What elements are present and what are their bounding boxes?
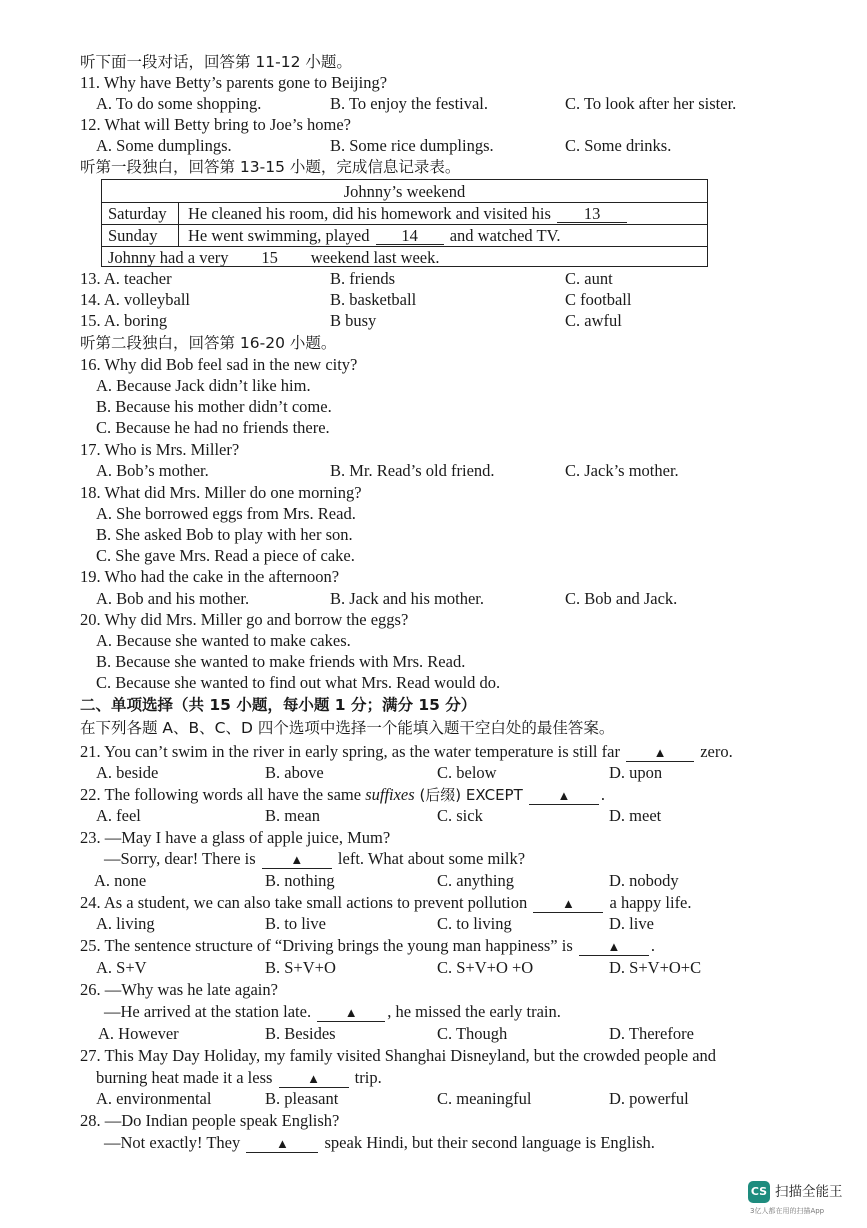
q27-option-c: C. meaningful — [437, 1089, 532, 1108]
q25-option-b: B. S+V+O — [265, 958, 336, 977]
question-18-stem: 18. What did Mrs. Miller do one morning? — [80, 483, 362, 502]
summary-text-end: weekend last week. — [310, 248, 440, 267]
q14-option-b: B. basketball — [330, 290, 417, 309]
q24-option-c: C. to living — [437, 914, 512, 933]
table-text-sunday — [188, 225, 560, 246]
q22-option-b: B. mean — [265, 806, 320, 825]
question-17-stem: 17. Who is Mrs. Miller? — [80, 440, 240, 459]
q25-option-c: C. S+V+O +O — [437, 958, 534, 977]
q24-text: 24. As a student, we can also take small actions to prevent pollution — [80, 893, 528, 912]
q28-blank: ▲ — [246, 1135, 318, 1153]
q12-option-c: C. Some drinks. — [565, 136, 672, 155]
q12-option-b: B. Some rice dumplings. — [330, 136, 494, 155]
q21-text: 21. You can’t swim in the river in early spring, as the water temperature is still far — [80, 742, 620, 761]
q18-option-a: A. She borrowed eggs from Mrs. Read. — [96, 504, 356, 523]
q22-option-a: A. feel — [96, 806, 141, 825]
q17-option-c: C. Jack’s mother. — [565, 461, 679, 480]
table-row-summary — [102, 246, 707, 267]
q27-option-b: B. pleasant — [265, 1089, 339, 1108]
q22-text-end: . — [600, 785, 605, 804]
section-title-multiple-choice: 二、单项选择（共 15 小题，每小题 1 分；满分 15 分） — [80, 696, 477, 714]
q21-text-end: zero. — [700, 742, 733, 761]
q26-blank: ▲ — [317, 1004, 385, 1022]
table-row-saturday — [102, 202, 707, 224]
table-divider — [178, 203, 179, 224]
q18-option-b: B. She asked Bob to play with her son. — [96, 525, 353, 544]
q13-option-c: C. aunt — [565, 269, 613, 288]
watermark-tagline: 3亿人都在用的扫描App — [750, 1207, 825, 1215]
q23-text-end: left. What about some milk? — [337, 849, 526, 868]
section-heading-16-20: 听第二段独白，回答第 16-20 小题。 — [80, 334, 337, 352]
q17-option-a: A. Bob’s mother. — [96, 461, 209, 480]
section-heading-13-15: 听第一段独白，回答第 13-15 小题，完成信息记录表。 — [80, 158, 461, 176]
q12-option-a: A. Some dumplings. — [96, 136, 232, 155]
question-27-continued — [96, 1068, 382, 1088]
q25-text: 25. The sentence structure of “Driving brings the young man happiness” is — [80, 936, 573, 955]
table-text-saturday — [188, 203, 629, 224]
q21-blank: ▲ — [626, 744, 694, 762]
sunday-activities: He went swimming, played — [188, 226, 370, 245]
table-summary — [108, 247, 440, 267]
table-row-sunday — [102, 224, 707, 246]
question-16-stem: 16. Why did Bob feel sad in the new city? — [80, 355, 358, 374]
q22-blank: ▲ — [529, 787, 599, 805]
sunday-activities-end: and watched TV. — [449, 226, 561, 245]
q11-option-a: A. To do some shopping. — [96, 94, 262, 113]
question-23-stem: 23. —May I have a glass of apple juice, Mum? — [80, 828, 391, 847]
question-28-stem: 28. —Do Indian people speak English? — [80, 1111, 340, 1130]
summary-text: Johnny had a very — [108, 248, 229, 267]
question-22-stem — [80, 785, 605, 805]
q13-option-b: B. friends — [330, 269, 396, 288]
question-28-reply — [104, 1133, 655, 1153]
q27-option-d: D. powerful — [609, 1089, 689, 1108]
question-24-stem — [80, 893, 692, 913]
q25-option-a: A. S+V — [96, 958, 147, 977]
q21-option-d: D. upon — [609, 763, 663, 782]
q19-option-a: A. Bob and his mother. — [96, 589, 250, 608]
q22-text: 22. The following words all have the same — [80, 785, 366, 804]
question-20-stem: 20. Why did Mrs. Miller go and borrow the eggs? — [80, 610, 409, 629]
q26-option-a: A. However — [98, 1024, 179, 1043]
question-23-reply — [104, 849, 525, 869]
q19-option-b: B. Jack and his mother. — [330, 589, 484, 608]
q24-text-end: a happy life. — [609, 893, 692, 912]
blank-14: 14 — [376, 227, 444, 245]
q23-option-b: B. nothing — [265, 871, 335, 890]
section-instruction: 在下列各题 A、B、C、D 四个选项中选择一个能填入题干空白处的最佳答案。 — [80, 719, 615, 737]
q14-option-c: C football — [565, 290, 632, 309]
q17-option-b: B. Mr. Read’s old friend. — [330, 461, 495, 480]
q21-option-a: A. beside — [96, 763, 159, 782]
camscanner-logo-icon: CS — [748, 1181, 770, 1203]
q16-option-a: A. Because Jack didn’t like him. — [96, 376, 311, 395]
q27-blank: ▲ — [279, 1070, 349, 1088]
table-divider — [178, 225, 179, 246]
table-title: Johnny’s weekend — [343, 182, 466, 201]
q28-text: —Not exactly! They — [104, 1133, 241, 1152]
q16-option-c: C. Because he had no friends there. — [96, 418, 330, 437]
q18-option-c: C. She gave Mrs. Read a piece of cake. — [96, 546, 355, 565]
q15-option-a: 15. A. boring — [80, 311, 168, 330]
q24-option-d: D. live — [609, 914, 654, 933]
table-day-sunday: Sunday — [108, 226, 158, 245]
info-record-table — [101, 179, 708, 267]
q20-option-c: C. Because she wanted to find out what Mrs. Read would do. — [96, 673, 501, 692]
q14-option-a: 14. A. volleyball — [80, 290, 190, 309]
question-25-stem — [80, 936, 655, 956]
q16-option-b: B. Because his mother didn’t come. — [96, 397, 332, 416]
q21-option-b: B. above — [265, 763, 324, 782]
question-19-stem: 19. Who had the cake in the afternoon? — [80, 567, 340, 586]
blank-15: 15 — [235, 249, 305, 267]
q23-text: —Sorry, dear! There is — [104, 849, 256, 868]
q25-text-end: . — [650, 936, 655, 955]
q22-text-mid: (后缀) EXCEPT — [414, 786, 523, 804]
q24-option-b: B. to live — [265, 914, 326, 933]
question-26-reply — [104, 1002, 561, 1022]
q26-option-c: C. Though — [437, 1024, 508, 1043]
question-11-stem: 11. Why have Betty’s parents gone to Beijing? — [80, 73, 388, 92]
q22-option-c: C. sick — [437, 806, 483, 825]
q27-text-end: trip. — [354, 1068, 382, 1087]
q26-text-end: , he missed the early train. — [387, 1002, 561, 1021]
q23-option-a: A. none — [94, 871, 147, 890]
q25-option-d: D. S+V+O+C — [609, 958, 702, 977]
q26-option-d: D. Therefore — [609, 1024, 694, 1043]
q11-option-b: B. To enjoy the festival. — [330, 94, 489, 113]
q28-text-end: speak Hindi, but their second language is English. — [324, 1133, 655, 1152]
question-21-stem — [80, 742, 733, 762]
q24-option-a: A. living — [96, 914, 155, 933]
q20-option-b: B. Because she wanted to make friends with Mrs. Read. — [96, 652, 466, 671]
saturday-activities: He cleaned his room, did his homework and visited his — [188, 204, 551, 223]
section-heading-11-12: 听下面一段对话，回答第 11-12 小题。 — [80, 53, 352, 71]
question-26-stem: 26. —Why was he late again? — [80, 980, 278, 999]
q20-option-a: A. Because she wanted to make cakes. — [96, 631, 351, 650]
q22-option-d: D. meet — [609, 806, 662, 825]
q22-italic-word: suffixes — [365, 785, 415, 804]
q23-option-c: C. anything — [437, 871, 514, 890]
q26-option-b: B. Besides — [265, 1024, 336, 1043]
scanner-watermark — [748, 1178, 860, 1224]
q25-blank: ▲ — [579, 938, 649, 956]
q13-option-a: 13. A. teacher — [80, 269, 172, 288]
question-27-stem: 27. This May Day Holiday, my family visited Shanghai Disneyland, but the crowded people and — [80, 1046, 717, 1065]
table-day-saturday: Saturday — [108, 204, 167, 223]
q23-option-d: D. nobody — [609, 871, 679, 890]
q23-blank: ▲ — [262, 851, 332, 869]
q26-text: —He arrived at the station late. — [104, 1002, 312, 1021]
watermark-app-name: 扫描全能王 — [775, 1184, 843, 1200]
q15-option-c: C. awful — [565, 311, 622, 330]
q21-option-c: C. below — [437, 763, 497, 782]
q24-blank: ▲ — [533, 895, 603, 913]
q27-text: burning heat made it a less — [96, 1068, 273, 1087]
q27-option-a: A. environmental — [96, 1089, 212, 1108]
q11-option-c: C. To look after her sister. — [565, 94, 737, 113]
q19-option-c: C. Bob and Jack. — [565, 589, 678, 608]
question-12-stem: 12. What will Betty bring to Joe’s home? — [80, 115, 351, 134]
q15-option-b: B busy — [330, 311, 377, 330]
blank-13: 13 — [557, 205, 627, 223]
